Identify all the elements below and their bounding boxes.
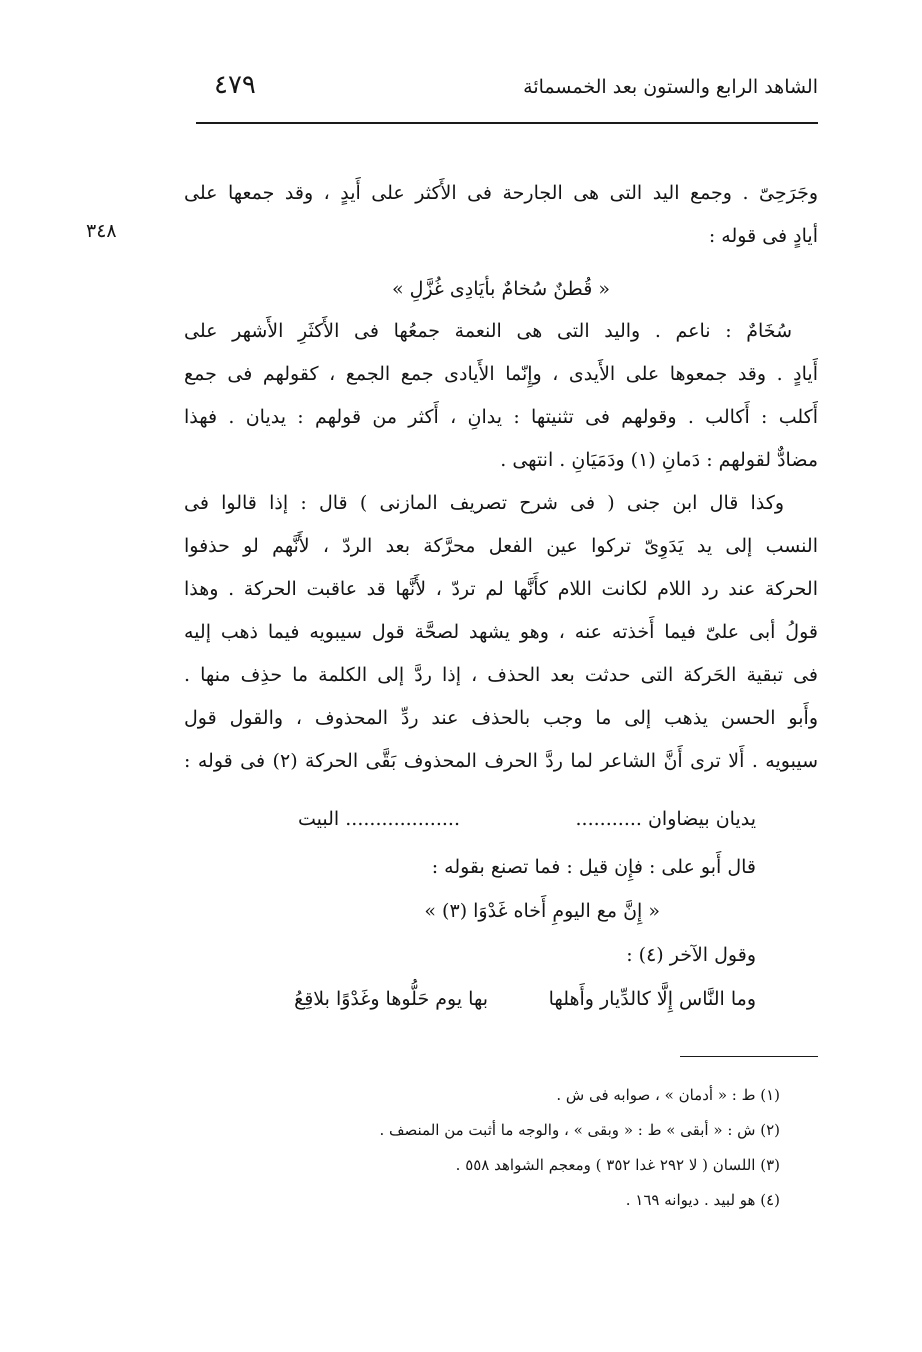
verse-hemistich: وما النَّاس إِلَّا كالدِّيار وأَهلها: [548, 988, 756, 1010]
footnote: (١) ط : « أدمان » ، صوابه فى ش .: [556, 1086, 780, 1104]
text-line: وأَبو الحسن يذهب إلى ما وجب بالحذف عند ردِّ المحذوف ، والقول قول: [184, 707, 818, 729]
text-line: أيادٍ فى قوله :: [708, 225, 818, 247]
text-line: أَيادٍ . وقد جمعوها على الأَيدى ، وإِنّما الأَيادى جمع الجمع ، كقولهم فى جمع: [184, 363, 818, 385]
text-line: فى تبقية الحَركة التى حدثت بعد الحذف ، إذا ردَّ إلى الكلمة ما حذِف منها .: [184, 664, 818, 686]
footnote: (٤) هو لبيد . ديوانه ١٦٩ .: [625, 1191, 780, 1209]
text-line: قال أَبو على : فإِن قيل : فما تصنع بقوله :: [431, 856, 756, 878]
text-line: وقول الآخر (٤) :: [626, 944, 756, 966]
text-line: الحركة عند رد اللام لكانت اللام كأَنَّها لم تردّ ، لأَنَّها قد عاقبت الحركة . وهذا: [184, 578, 818, 600]
text-line: سيبويه . أَلا ترى أَنَّ الشاعر لما ردَّ الحرف المحذوف بَقَّى الحركة (٢) فى قوله :: [184, 750, 818, 772]
verse-line: « قُطنٌ سُخامٌ بأيَادِى غُزَّلِ »: [391, 278, 611, 300]
verse-hemistich: بها يوم حَلُّوها وغَدْوًا بلاقِعُ: [294, 988, 488, 1010]
text-line: وجَرَحِىّ . وجمع اليد التى هى الجارحة فى الأَكثر على أَيدٍ ، وقد جمعها على: [184, 182, 818, 204]
page-header: [196, 66, 818, 106]
verse-hemistich: يديان بيضاوان ...........: [575, 808, 756, 830]
text-line: قولُ أبى علىّ فيما أَخذته عنه ، وهو يشهد لصحَّة قول سيبويه فيما ذهب إليه: [184, 621, 818, 643]
footnotes: [250, 1078, 780, 1218]
text-line: مضادٌّ لقولهم : دَمانِ (١) ودَمَيَانِ . انتهى .: [500, 449, 818, 471]
header-rule: [196, 122, 818, 124]
page-number: ٤٧٩: [214, 70, 256, 100]
footnote: (٢) ش : « أبقى » ط : « وبقى » ، والوجه ما أثبت من المنصف .: [379, 1121, 780, 1139]
verse-line: « إِنَّ مع اليومِ أَخاه غَدْوَا (٣) »: [424, 900, 660, 922]
text-line: أَكلب : أَكالب . وقولهم فى تثنيتها : يدانِ ، أَكثر من قولهم : يديان . فهذا: [184, 406, 818, 428]
footnote-rule: [680, 1056, 818, 1057]
verse-hemistich: ................... البيت: [298, 808, 460, 830]
running-title: الشاهد الرابع والستون بعد الخمسمائة: [523, 76, 818, 98]
footnote: (٣) اللسان ( لا ٢٩٢ غدا ٣٥٢ ) ومعجم الشواهد ٥٥٨ .: [455, 1156, 780, 1174]
margin-number: ٣٤٨: [86, 220, 117, 242]
text-line: سُخَامٌ : ناعم . واليد التى هى النعمة جمعُها فى الأَكثَرِ الأَشهر على: [184, 320, 792, 342]
text-line: وكذا قال ابن جنى ( فى شرح تصريف المازنى ) قال : إذا قالوا فى: [184, 492, 784, 514]
text-line: النسب إلى يد يَدَوِىّ تركوا عين الفعل محرَّكة بعد الردّ ، لأَنَّهم لو حذفوا: [184, 535, 818, 557]
body-text: [184, 172, 818, 783]
